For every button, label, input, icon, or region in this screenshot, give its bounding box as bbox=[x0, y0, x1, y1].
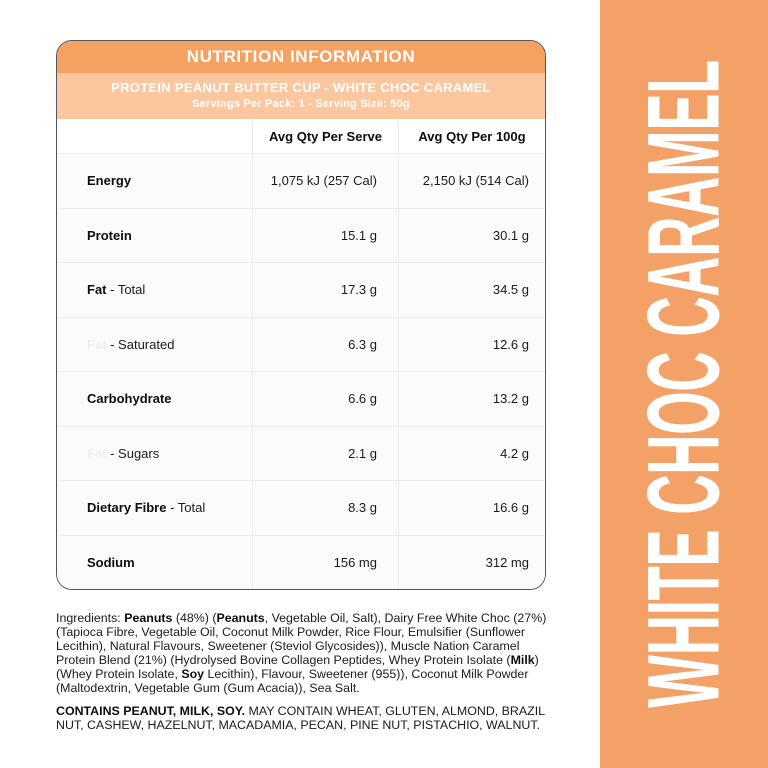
value-per-serve: 2.1 g bbox=[252, 427, 398, 481]
serving-info: Servings Per Pack: 1 - Serving Size: 50g bbox=[192, 98, 410, 110]
text-segment: Soy bbox=[181, 666, 205, 681]
value-per-serve: 156 mg bbox=[252, 536, 398, 590]
ingredients-text bbox=[56, 612, 550, 695]
value-per-100g: 4.2 g bbox=[398, 427, 545, 481]
table-row bbox=[57, 480, 545, 535]
ghost-prefix: Fat bbox=[87, 445, 107, 461]
text-segment: MAY CONTAIN WHEAT, GLUTEN, ALMOND, BRAZIL NUT, CASHEW, HAZELNUT, MACADAMIA, PECAN, PINE NUT, PISTACHIO, WALNUT. bbox=[56, 704, 545, 732]
allergen-text bbox=[56, 705, 550, 733]
text-segment: Peanuts bbox=[216, 611, 265, 625]
column-header-empty bbox=[57, 119, 252, 153]
nutrient-label bbox=[57, 427, 252, 481]
value-per-100g: 12.6 g bbox=[398, 318, 545, 372]
nutrient-name: Energy bbox=[87, 173, 132, 189]
nutrient-name: Fat bbox=[87, 282, 107, 298]
nutrient-label bbox=[57, 154, 252, 208]
nutrient-name: Protein bbox=[87, 227, 132, 243]
value-per-100g: 16.6 g bbox=[398, 481, 545, 535]
flavour-sidebar bbox=[600, 0, 768, 768]
nutrition-card bbox=[56, 40, 546, 590]
text-segment: CONTAINS PEANUT, MILK, SOY. bbox=[56, 704, 246, 718]
nutrient-label bbox=[57, 209, 252, 263]
text-segment: Peanuts bbox=[124, 611, 173, 625]
nutrient-name: Dietary Fibre bbox=[87, 500, 167, 516]
table-row bbox=[57, 426, 545, 481]
column-header-per-100g: Avg Qty Per 100g bbox=[398, 119, 545, 153]
product-title: PROTEIN PEANUT BUTTER CUP - WHITE CHOC CARAMEL bbox=[111, 80, 491, 95]
nutrient-qualifier: - Total bbox=[166, 500, 206, 516]
value-per-100g: 2,150 kJ (514 Cal) bbox=[398, 154, 545, 208]
product-header bbox=[57, 73, 545, 119]
flavour-sidebar-label: WHITE CHOC CARAMEL bbox=[626, 60, 741, 708]
table-body bbox=[57, 153, 545, 589]
text-segment: Ingredients: bbox=[56, 611, 125, 625]
nutrient-label bbox=[57, 263, 252, 317]
value-per-serve: 6.6 g bbox=[252, 372, 398, 426]
value-per-serve: 17.3 g bbox=[252, 263, 398, 317]
table-row bbox=[57, 262, 545, 317]
table-row bbox=[57, 208, 545, 263]
table-row bbox=[57, 371, 545, 426]
table-row bbox=[57, 317, 545, 372]
value-per-serve: 15.1 g bbox=[252, 209, 398, 263]
nutrient-qualifier: - Saturated bbox=[106, 336, 175, 352]
text-segment: Lecithin), Flavour, Sweetener (955)), Coconut Milk Powder (Maltodextrin, Vegetable Gum (Gum Acacia)), Sea Salt. bbox=[56, 666, 529, 695]
nutrient-label bbox=[57, 318, 252, 372]
nutrient-name: Sodium bbox=[87, 554, 135, 570]
value-per-serve: 1,075 kJ (257 Cal) bbox=[252, 154, 398, 208]
value-per-100g: 13.2 g bbox=[398, 372, 545, 426]
value-per-serve: 8.3 g bbox=[252, 481, 398, 535]
column-header-per-serve: Avg Qty Per Serve bbox=[252, 119, 398, 153]
value-per-100g: 30.1 g bbox=[398, 209, 545, 263]
nutrient-name: Carbohydrate bbox=[87, 391, 172, 407]
value-per-100g: 34.5 g bbox=[398, 263, 545, 317]
text-segment: ) (Whey Protein Isolate, bbox=[56, 652, 539, 681]
nutrient-label bbox=[57, 536, 252, 590]
value-per-serve: 6.3 g bbox=[252, 318, 398, 372]
ghost-prefix: Fat bbox=[87, 336, 107, 352]
text-segment: (48%) ( bbox=[172, 611, 217, 625]
nutrient-label bbox=[57, 481, 252, 535]
table-header-row bbox=[57, 119, 545, 153]
nutrition-title: NUTRITION INFORMATION bbox=[57, 41, 545, 73]
nutrient-qualifier: - Total bbox=[106, 282, 146, 298]
nutrient-label bbox=[57, 372, 252, 426]
text-segment: , Vegetable Oil, Salt), Dairy Free White Choc (27%) (Tapioca Fibre, Vegetable Oil, Coconut Milk Powder, Rice Flour, Emulsifier (Sunflower Lecithin), Natural Flavours, Sweetener (Steviol Glycosides)), Muscle Nation Caramel Protein Blend (21%) (Hydrolysed Bovine Collagen Peptides, Whey Protein Isolate ( bbox=[56, 611, 547, 667]
value-per-100g: 312 mg bbox=[398, 536, 545, 590]
nutrient-qualifier: - Sugars bbox=[106, 445, 160, 461]
table-row bbox=[57, 153, 545, 208]
text-segment: Milk bbox=[510, 652, 535, 667]
table-row bbox=[57, 535, 545, 590]
